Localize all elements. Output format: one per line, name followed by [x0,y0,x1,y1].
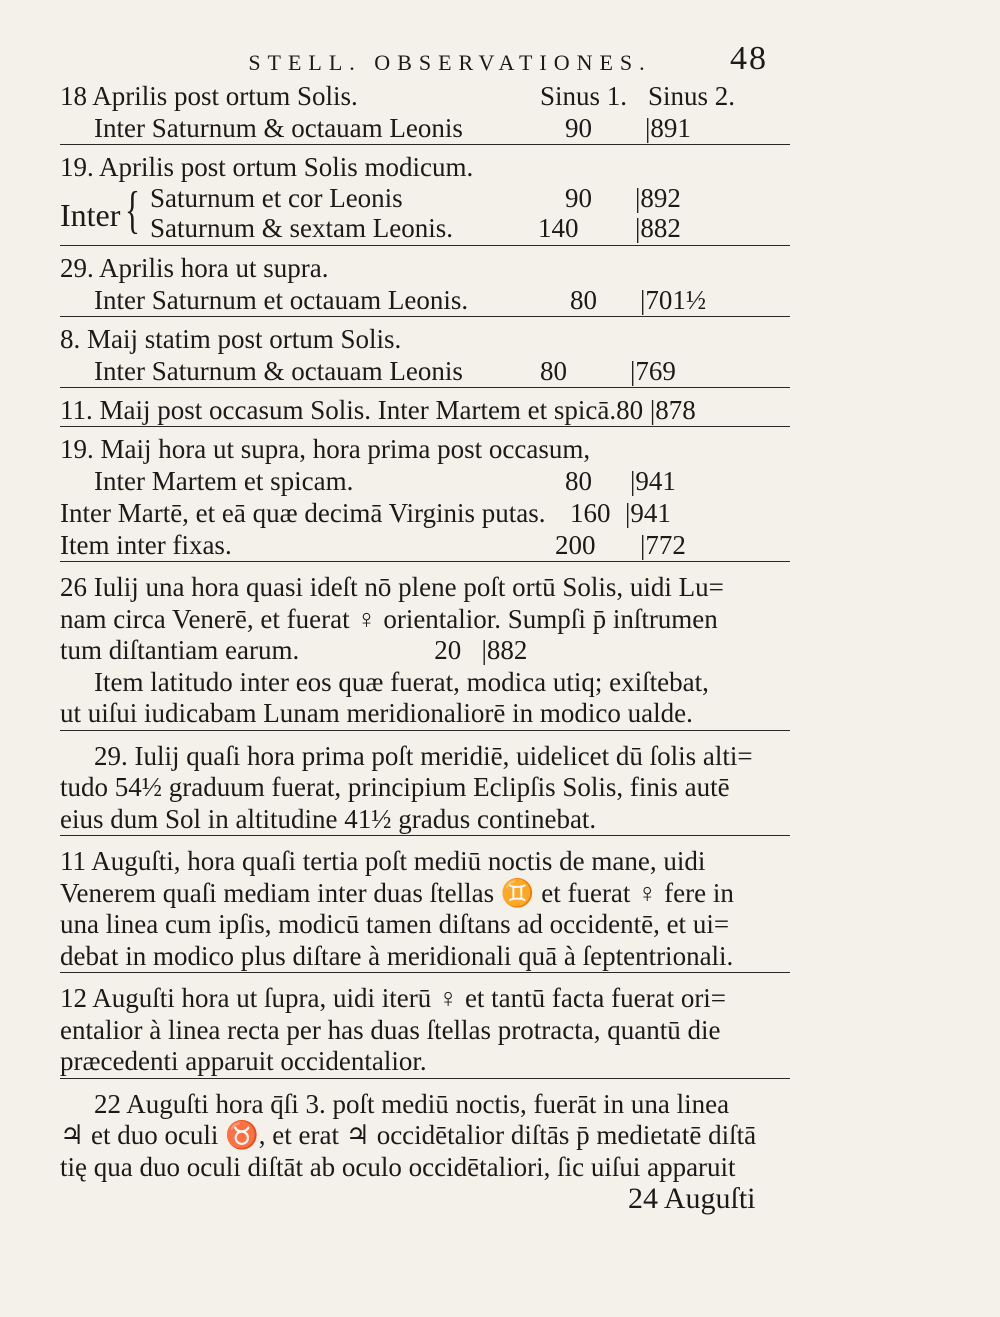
text-line: una linea cum ipſis, modicū tamen diſtans ad occidentē, et ui= [60,909,730,939]
measurement-label: Saturnum & sextam Leonis. [150,213,453,243]
measurement-row [60,529,790,562]
entry-text: 11. Maij post occasum Solis. Inter Martem et spicā.80 |878 [60,395,696,425]
measurement-row [60,112,790,145]
paragraph [60,741,790,837]
text-line: 11 Auguſti, hora quaſi tertia poſt mediū noctis de mane, uidi [60,846,706,876]
measurement-label: Inter Saturnum & octauam Leonis [94,356,463,386]
entry-date [60,151,790,183]
book-page [60,40,800,1280]
paragraph [60,846,790,973]
text-line: eius dum Sol in altitudine 41½ gradus continebat. [60,803,597,834]
paragraph [60,983,790,1079]
value-sinus2: |891 [645,113,691,143]
value-sinus2: |769 [630,356,676,386]
page-number: 48 [730,40,768,77]
catchword: 24 Auguſti [628,1182,756,1215]
bracket-prefix: Inter [60,197,121,233]
value-sinus2: |941 [625,498,671,528]
date-text: 18 Aprilis post ortum Solis. [60,81,358,111]
value-sinus1: 200 [555,530,596,560]
value-sinus1: 90 [565,113,592,143]
text-line: 22 Auguſti hora q̄ſi 3. poſt mediū noctis, fuerāt in una linea [94,1088,730,1119]
text-line: 12 Auguſti hora ut ſupra, uidi iterū ♀ et tantū facta fuerat ori= [60,983,727,1013]
text-line: 26 Iulij una hora quasi ideſt nō plene poſt ortū Solis, uidi Lu= [60,572,724,602]
date-text: 8. Maij statim post ortum Solis. [60,324,402,354]
entry-date [60,433,790,465]
measurement-label: Inter Saturnum et octauam Leonis. [94,285,469,315]
text-line: præcedenti apparuit occidentalior. [60,1046,427,1076]
text-line: tum diſtantiam earum. 20 |882 [60,635,528,665]
paragraph [60,572,790,731]
text-line: debat in modico plus diſtare à meridionali quā à ſeptentrionali. [60,940,734,971]
page-text [60,80,790,1219]
date-text: 19. Maij hora ut supra, hora prima post occasum, [60,434,591,464]
value-sinus2: |941 [630,466,676,496]
text-line: Venerem quaſi mediam inter duas ſtellas ♊ et fuerat ♀ fere in [60,877,734,908]
measurement-row [60,465,790,497]
value-sinus1: 90 [565,183,592,213]
value-sinus2: |882 [635,213,681,243]
column-header-sinus1: Sinus 1. [540,81,628,111]
column-header-sinus2: Sinus 2. [648,81,736,111]
value-sinus1: 80 [570,285,597,315]
measurement-row [60,497,790,529]
text-line: tudo 54½ graduum fuerat, principium Eclipſis Solis, finis autē [60,772,730,802]
entry-date [60,80,790,112]
measurement-row [60,284,790,317]
measurement-label: Saturnum et cor Leonis [150,183,403,213]
value-sinus2: |892 [635,183,681,213]
entry-date [60,252,790,284]
measurement-label: Inter Martem et spicam. [94,466,354,496]
value-sinus1: 80 [565,466,592,496]
measurement-row [60,355,790,388]
entry-date [60,323,790,355]
text-line: ut uiſui iudicabam Lunam meridionaliorē in modico ualde. [60,698,693,728]
running-head: STELL. OBSERVATIONES. [248,50,652,75]
measurement-label: Item inter fixas. [60,530,232,560]
brace-glyph: { [124,182,140,239]
text-line: entalior à linea recta per has duas ſtellas protracta, quantū die [60,1014,721,1045]
measurement-label: Inter Saturnum & octauam Leonis [94,113,463,143]
paragraph [60,1089,790,1184]
value-sinus1: 140 [538,213,579,243]
value-sinus2: |701½ [640,285,707,315]
date-text: 19. Aprilis post ortum Solis modicum. [60,152,474,182]
text-line: Item latitudo inter eos quæ fuerat, modica utiq; exiſtebat, [94,666,709,697]
text-line: nam circa Venerē, et fuerat ♀ orientalior. Sumpſi p̄ inſtrumen [60,603,718,634]
bracket-group [60,183,790,246]
measurement-label: Inter Martē, et eā quæ decimā Virginis putas. [60,498,546,528]
text-line: ♃ et duo oculi ♉, et erat ♃ occidētalior diſtās p̄ medietatē diſtā [60,1120,757,1150]
text-line: tię qua duo oculi diſtāt ab oculo occidētaliori, ſic uiſui apparuit [60,1151,736,1182]
date-text: 29. Aprilis hora ut supra. [60,253,329,283]
catchword-row [60,1183,790,1219]
value-sinus2: |772 [640,530,686,560]
entry-line [60,394,790,427]
value-sinus1: 160 [570,498,611,528]
value-sinus1: 80 [540,356,567,386]
text-line: 29. Iulij quaſi hora prima poſt meridiē, uidelicet dū ſolis alti= [94,740,753,771]
